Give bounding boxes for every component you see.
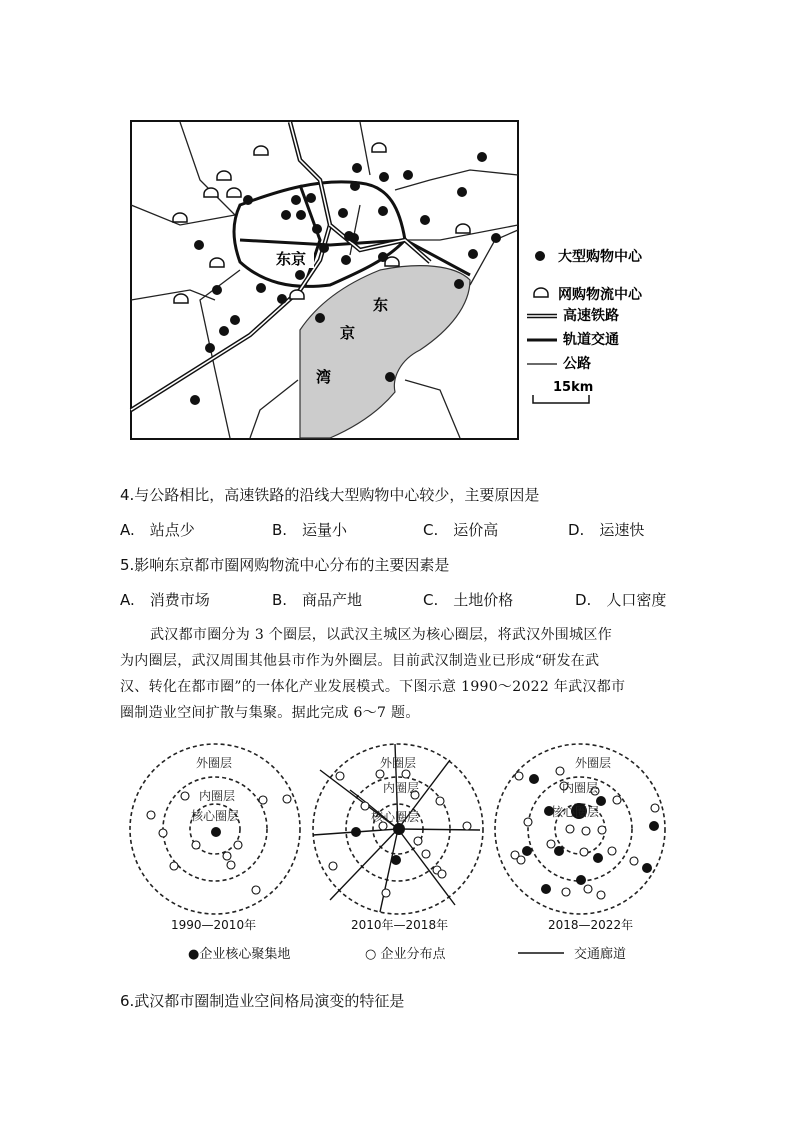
logistics-icon [290,290,304,299]
legend-logistics-icon [534,288,548,297]
map1-legend [527,248,643,403]
legend-rail-label: 轨道交通 [563,332,619,348]
mall-dot [385,372,395,382]
scale-bar [533,395,589,403]
passage-line: 汉、转化在都市圈”的一体化产业发展模式。下图示意 1990～2022 年武汉都市 [120,679,626,695]
core-cluster [576,875,586,885]
mall-dot [379,172,389,182]
ring-label-inner: 内圈层 [562,781,599,795]
passage-line: 为内圈层，武汉周围其他县市作为外圈层。目前武汉制造业已形成“研发在武 [120,653,600,669]
ring-label-inner: 内圈层 [383,781,420,795]
question-4-stem: 4.与公路相比，高速铁路的沿线大型购物中心较少，主要原因是 [120,486,540,504]
core-cluster [554,846,564,856]
core-cluster [529,774,539,784]
q4-option-c[interactable]: C. 运价高 [423,521,499,539]
logistics-icon [217,171,231,180]
logistics-icon [456,224,470,233]
ring-diagram-2010-2018 [313,744,483,932]
mall-dot [454,279,464,289]
mall-dot [338,208,348,218]
ring-label-outer: 外圈层 [380,756,417,770]
q5-option-d[interactable]: D. 人口密度 [575,591,667,609]
period-label-2: 2010年—2018年 [351,918,449,932]
legend-core-cluster: ●企业核心聚集地 [188,947,291,962]
period-label-1: 1990—2010年 [171,918,257,932]
mall-dot [295,270,305,280]
legend-road-label: 公路 [563,356,591,372]
mall-dot [194,240,204,250]
ring-diagram-1990-2010 [130,744,300,932]
mall-dot [420,215,430,225]
ring-diagram-2018-2022 [495,744,665,932]
question-5-stem: 5.影响东京都市圈网购物流中心分布的主要因素是 [120,556,450,574]
logistics-icon [173,213,187,222]
core-cluster [649,821,659,831]
legend-logistics-label: 网购物流中心 [558,287,642,303]
mall-dot [306,193,316,203]
mall-dot [319,243,329,253]
legend-hsr-label: 高速铁路 [563,308,619,324]
ring-label-outer: 外圈层 [196,756,233,770]
core-cluster [541,884,551,894]
legend-enterprise-point: ○ 企业分布点 [365,947,446,962]
mall-dot [312,224,322,234]
legend-mall-label: 大型购物中心 [558,249,642,265]
mall-dot [468,249,478,259]
mall-dot [291,195,301,205]
ring-label-outer: 外圈层 [575,756,612,770]
logistics-icon [204,188,218,197]
mall-dot [243,195,253,205]
mall-dot [296,210,306,220]
logistics-icon [227,188,241,197]
ring-label-inner: 内圈层 [199,789,236,803]
ring-label-core: 核心圈层 [551,805,600,819]
mall-dot [341,255,351,265]
logistics-icon [372,143,386,152]
mall-dot [281,210,291,220]
logistics-icon [174,294,188,303]
mall-dot [352,163,362,173]
core-cluster [351,827,361,837]
legend-corridor-label: 交通廊道 [574,947,627,962]
scale-label: 15km [553,380,594,395]
question-6-stem: 6.武汉都市圈制造业空间格局演变的特征是 [120,992,405,1010]
passage-line: 武汉都市圈分为 3 个圈层，以武汉主城区为核心圈层，将武汉外围城区作 [150,627,613,643]
core-cluster [522,846,532,856]
q5-option-b[interactable]: B. 商品产地 [272,591,363,609]
mall-dot [277,294,287,304]
mall-dot [378,206,388,216]
core-cluster [211,827,221,837]
mall-dot [349,233,359,243]
logistics-icon [254,146,268,155]
ring-label-core: 核心圈层 [191,809,240,823]
mall-dot [212,285,222,295]
q4-option-a[interactable]: A. 站点少 [120,521,195,539]
mall-dot [190,395,200,405]
mall-dot [256,283,266,293]
mall-dot [205,343,215,353]
logistics-icon [210,258,224,267]
core-cluster [393,823,405,835]
bay-char-1: 东 [373,296,389,314]
core-cluster [391,855,401,865]
q4-option-d[interactable]: D. 运速快 [568,521,645,539]
mall-dot [230,315,240,325]
q5-option-c[interactable]: C. 土地价格 [423,591,514,609]
passage [120,622,680,726]
tokyo-map-figure [0,0,794,450]
mall-dot [491,233,501,243]
bay-char-2: 京 [340,324,356,342]
core-cluster [593,853,603,863]
period-label-3: 2018—2022年 [548,918,634,932]
mall-dot [477,152,487,162]
q4-option-b[interactable]: B. 运量小 [272,521,348,539]
logistics-icon [385,257,399,266]
passage-line: 圈制造业空间扩散与集聚。据此完成 6～7 题。 [120,705,420,721]
q5-option-a[interactable]: A. 消费市场 [120,591,210,609]
wuhan-ring-figure [0,740,794,975]
bay-char-3: 湾 [316,368,332,386]
mall-dot [457,187,467,197]
legend-mall-icon [535,251,545,261]
mall-dot [403,170,413,180]
core-cluster [642,863,652,873]
mall-dot [315,313,325,323]
city-label-tokyo: 东京 [276,250,307,268]
mall-dot [350,181,360,191]
mall-dot [219,326,229,336]
ring-label-core: 核心圈层 [371,810,420,824]
